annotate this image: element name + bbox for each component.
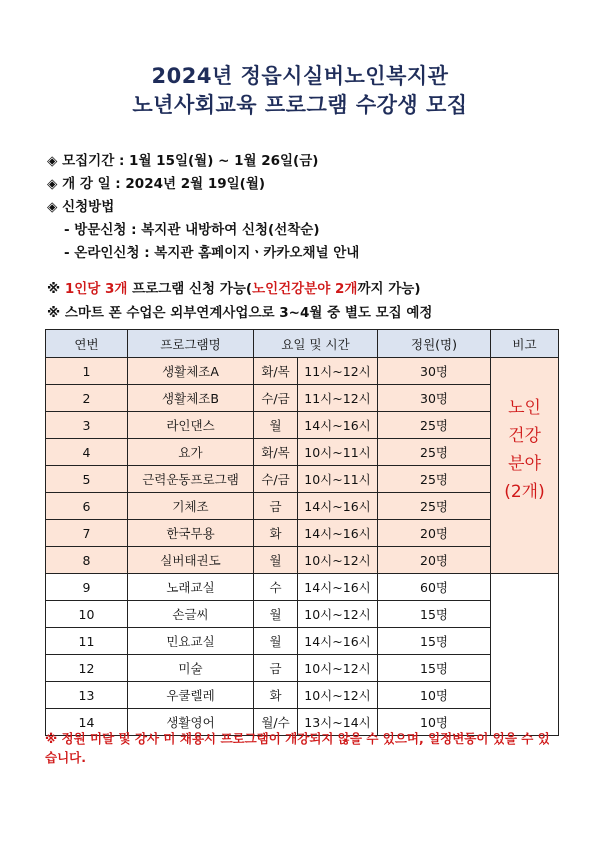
program-table — [45, 329, 559, 736]
row-capacity: 25명 — [378, 439, 491, 466]
row-program: 생활영어 — [128, 709, 254, 736]
row-capacity: 25명 — [378, 493, 491, 520]
row-no: 6 — [46, 493, 128, 520]
row-time: 10시~12시 — [298, 547, 378, 574]
visit-method: - 방문신청 : 복지관 내방하여 신청(선착순) — [64, 222, 320, 238]
note-limit-health: 노인건강분야 2개 — [252, 281, 358, 297]
row-day: 금 — [254, 655, 298, 682]
online-method: - 온라인신청 : 복지관 홈페이지ㆍ카카오채널 안내 — [64, 245, 360, 261]
row-day: 수/금 — [254, 385, 298, 412]
row-time: 14시~16시 — [298, 520, 378, 547]
row-program: 실버태권도 — [128, 547, 254, 574]
row-capacity: 60명 — [378, 574, 491, 601]
row-no: 14 — [46, 709, 128, 736]
page-title-line1: 2024년 정읍시실버노인복지관 — [151, 64, 449, 88]
row-capacity: 10명 — [378, 709, 491, 736]
footer-note: ※ 정원 미달 및 강사 미 채용시 프로그램이 개강되지 않을 수 있으며, 일정변동이 있을 수 있습니다. — [45, 731, 550, 765]
row-program: 근력운동프로그램 — [128, 466, 254, 493]
row-day: 수 — [254, 574, 298, 601]
row-program: 생활체조B — [128, 385, 254, 412]
row-no: 13 — [46, 682, 128, 709]
table-row — [46, 574, 559, 601]
row-no: 1 — [46, 358, 128, 385]
row-no: 11 — [46, 628, 128, 655]
row-no: 2 — [46, 385, 128, 412]
row-program: 라인댄스 — [128, 412, 254, 439]
table-row — [46, 682, 559, 709]
header-program: 프로그램명 — [128, 330, 254, 358]
table-row — [46, 547, 559, 574]
row-capacity: 25명 — [378, 466, 491, 493]
row-no: 9 — [46, 574, 128, 601]
row-time: 10시~11시 — [298, 466, 378, 493]
table-row — [46, 655, 559, 682]
row-time: 11시~12시 — [298, 385, 378, 412]
row-capacity: 10명 — [378, 682, 491, 709]
row-program: 미술 — [128, 655, 254, 682]
page-title-line2: 노년사회교육 프로그램 수강생 모집 — [132, 93, 468, 117]
row-no: 8 — [46, 547, 128, 574]
table-row — [46, 628, 559, 655]
row-day: 월 — [254, 412, 298, 439]
row-time: 10시~12시 — [298, 655, 378, 682]
row-day: 금 — [254, 493, 298, 520]
row-program: 기체조 — [128, 493, 254, 520]
table-row — [46, 358, 559, 385]
row-capacity: 30명 — [378, 358, 491, 385]
recruit-period: ◈ 모집기간 : 1월 15일(월) ~ 1월 26일(금) — [47, 153, 319, 169]
row-program: 생활체조A — [128, 358, 254, 385]
start-date: ◈ 개 강 일 : 2024년 2월 19일(월) — [47, 176, 266, 192]
table-header-row — [46, 330, 559, 358]
table-row — [46, 493, 559, 520]
row-time: 11시~12시 — [298, 358, 378, 385]
table-row — [46, 439, 559, 466]
header-capacity: 정원(명) — [378, 330, 491, 358]
row-no: 12 — [46, 655, 128, 682]
row-no: 5 — [46, 466, 128, 493]
note-limit-prefix: ※ — [47, 281, 65, 297]
row-no: 7 — [46, 520, 128, 547]
table-row — [46, 385, 559, 412]
row-capacity: 15명 — [378, 601, 491, 628]
row-capacity: 20명 — [378, 520, 491, 547]
row-time: 14시~16시 — [298, 412, 378, 439]
row-capacity: 15명 — [378, 655, 491, 682]
row-day: 월 — [254, 601, 298, 628]
row-time: 10시~12시 — [298, 601, 378, 628]
header-schedule: 요일 및 시간 — [254, 330, 378, 358]
note-line: 건강 — [508, 426, 541, 446]
row-program: 손글씨 — [128, 601, 254, 628]
method-title: ◈ 신청방법 — [47, 199, 115, 215]
note-line: (2개) — [504, 482, 545, 502]
row-time: 13시~14시 — [298, 709, 378, 736]
note-line: 분야 — [508, 454, 541, 474]
row-program: 우쿨렐레 — [128, 682, 254, 709]
note-line: 노인 — [508, 398, 541, 418]
row-day: 화 — [254, 682, 298, 709]
header-note: 비고 — [491, 330, 559, 358]
table-row — [46, 412, 559, 439]
row-day: 화 — [254, 520, 298, 547]
row-day: 월 — [254, 628, 298, 655]
row-no: 10 — [46, 601, 128, 628]
row-program: 요가 — [128, 439, 254, 466]
row-time: 14시~16시 — [298, 574, 378, 601]
row-time: 14시~16시 — [298, 628, 378, 655]
note-limit — [47, 277, 421, 297]
table-row — [46, 520, 559, 547]
note-cell-health — [491, 358, 559, 574]
note-limit-count: 1인당 3개 — [64, 281, 128, 297]
row-time: 10시~12시 — [298, 682, 378, 709]
row-time: 14시~16시 — [298, 493, 378, 520]
table-body — [46, 358, 559, 736]
row-capacity: 30명 — [378, 385, 491, 412]
row-program: 민요교실 — [128, 628, 254, 655]
row-time: 10시~11시 — [298, 439, 378, 466]
note-limit-mid: 프로그램 신청 가능( — [127, 281, 253, 297]
table-row — [46, 601, 559, 628]
row-program: 한국무용 — [128, 520, 254, 547]
row-no: 3 — [46, 412, 128, 439]
row-capacity: 15명 — [378, 628, 491, 655]
row-day: 수/금 — [254, 466, 298, 493]
row-day: 화/목 — [254, 358, 298, 385]
note-smartphone: ※ 스마트 폰 수업은 외부연계사업으로 3~4월 중 별도 모집 예정 — [47, 305, 433, 321]
table-row — [46, 466, 559, 493]
row-no: 4 — [46, 439, 128, 466]
row-day: 월/수 — [254, 709, 298, 736]
row-program: 노래교실 — [128, 574, 254, 601]
row-capacity: 20명 — [378, 547, 491, 574]
row-capacity: 25명 — [378, 412, 491, 439]
row-day: 월 — [254, 547, 298, 574]
row-day: 화/목 — [254, 439, 298, 466]
note-limit-suffix: 까지 가능) — [357, 281, 421, 297]
note-cell-empty — [491, 574, 559, 736]
header-no: 연번 — [46, 330, 128, 358]
